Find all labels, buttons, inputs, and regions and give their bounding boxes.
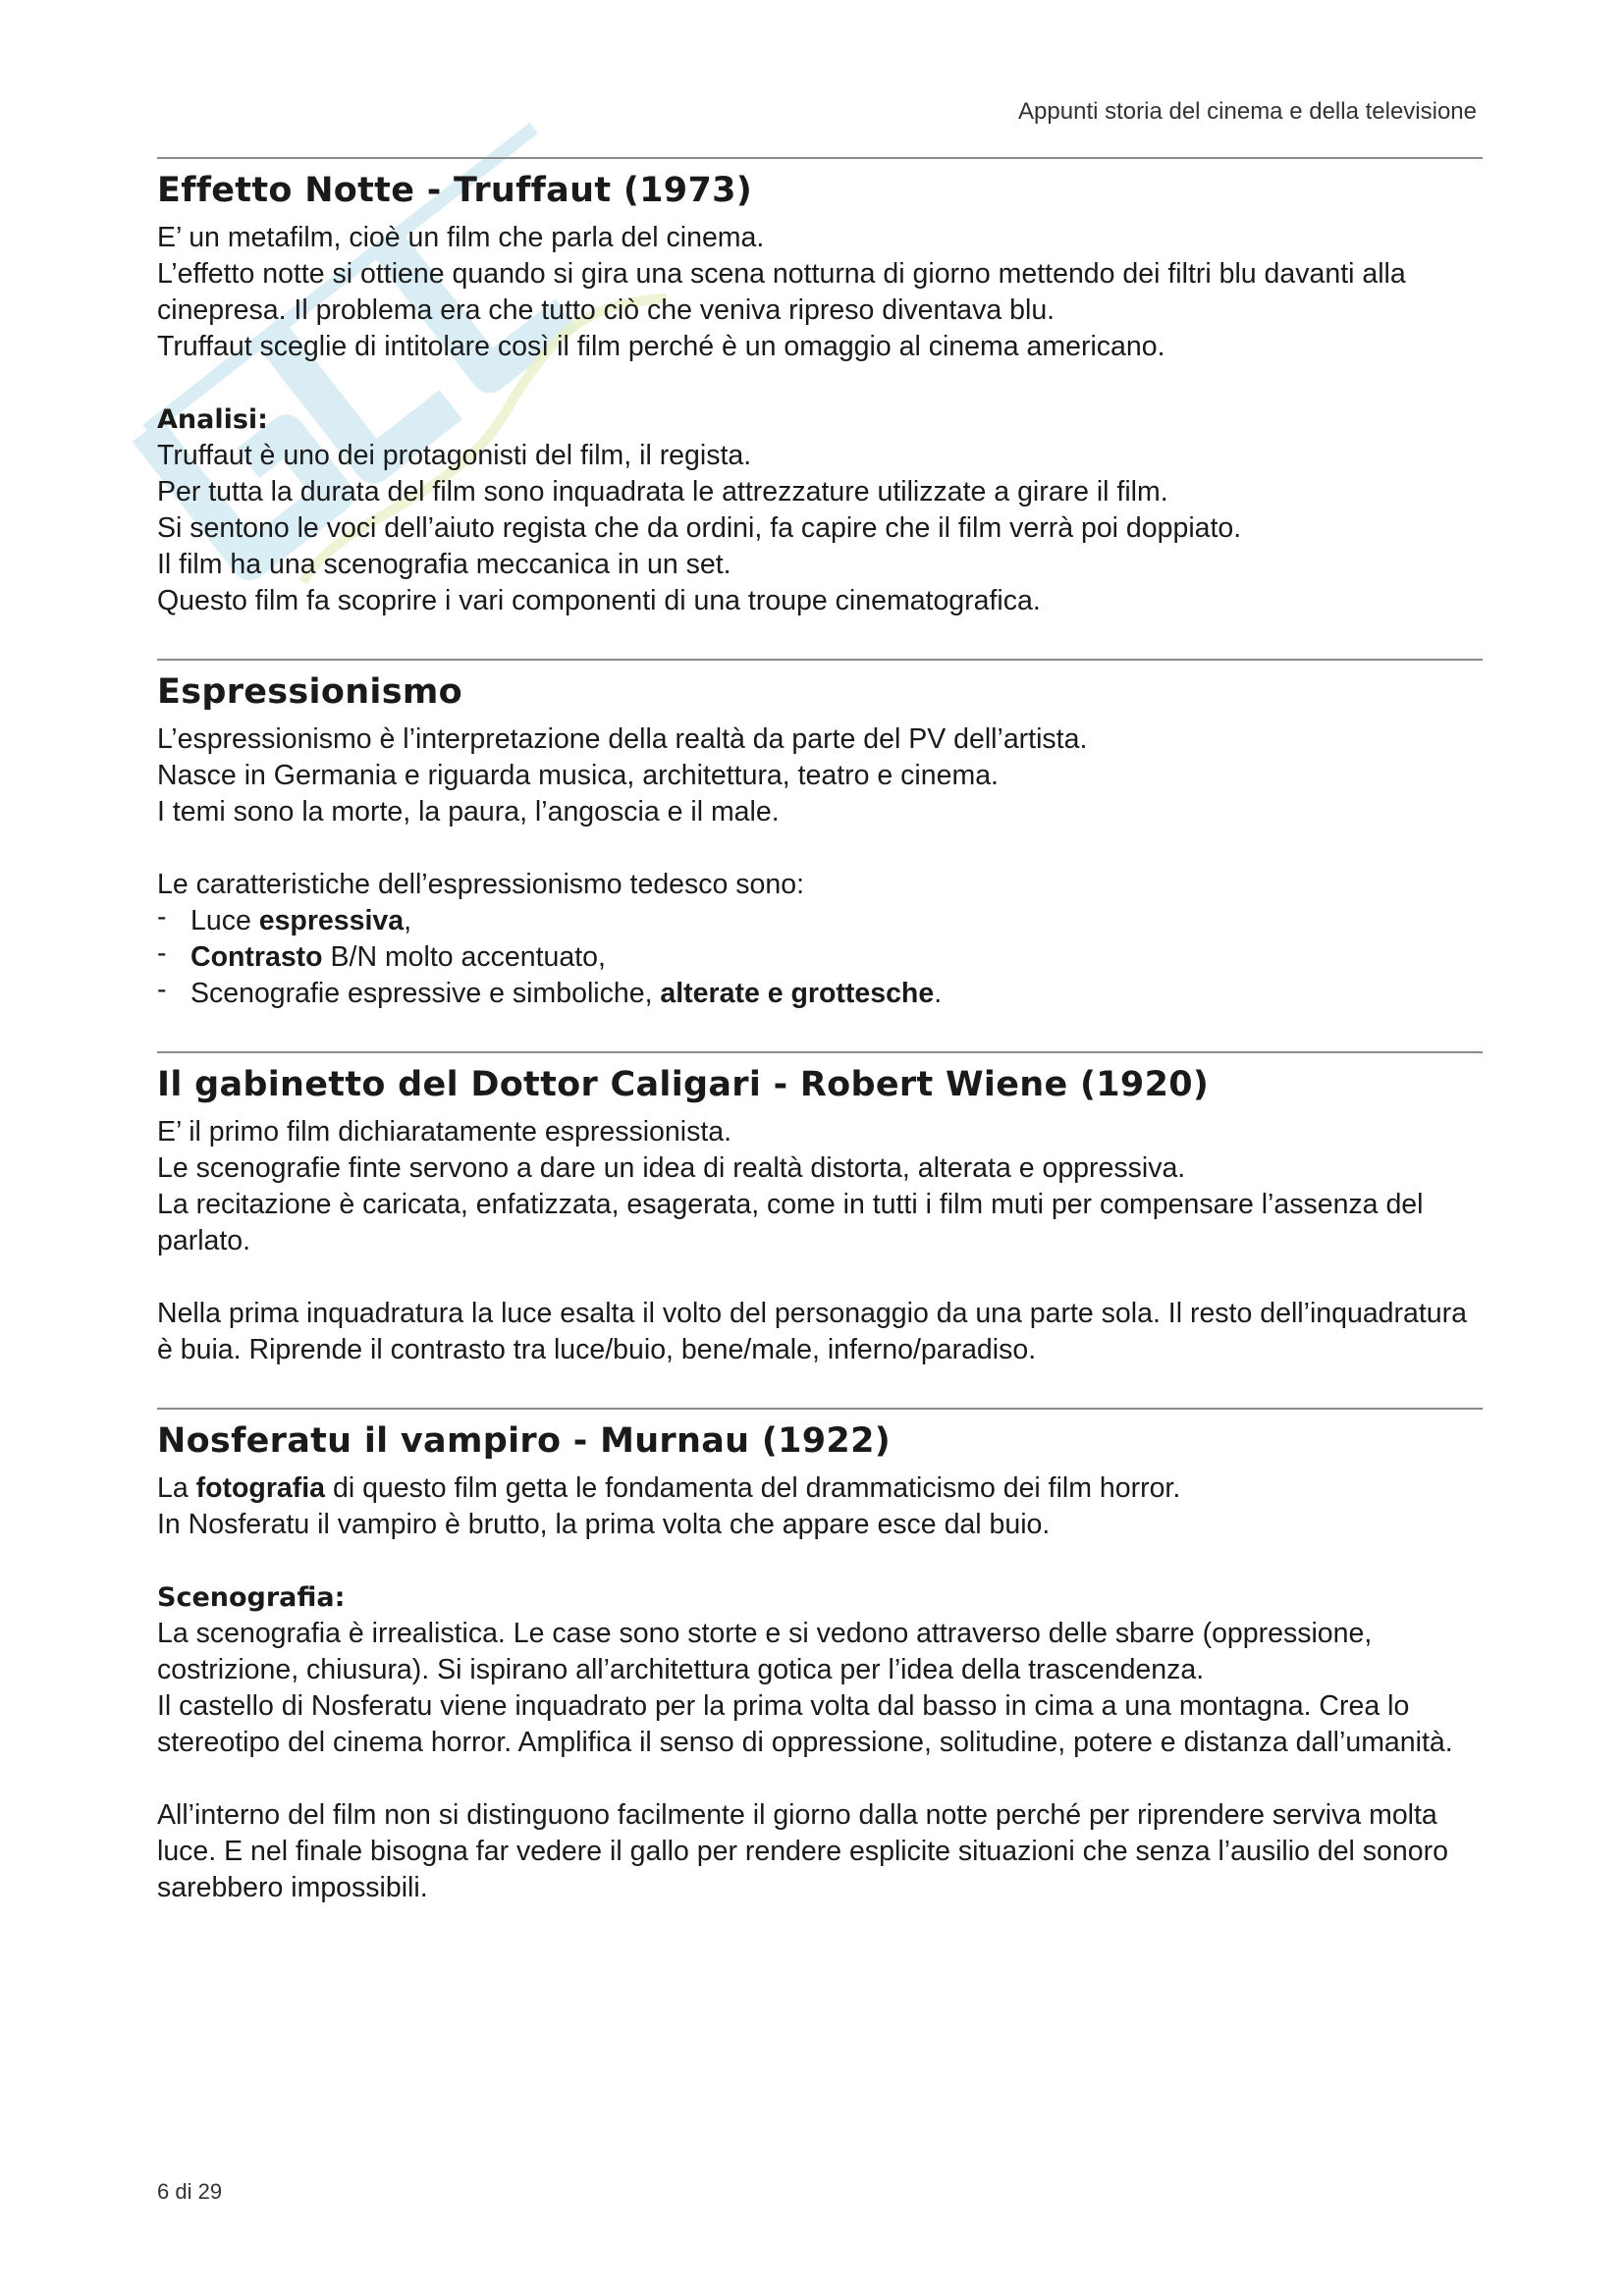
paragraph: Nasce in Germania e riguarda musica, architettura, teatro e cinema. xyxy=(157,760,999,791)
paragraph: All’interno del film non si distinguono facilmente il giorno dalla notte perché per riprendere serviva molta luce. E nel finale bisogna far vedere il gallo per rendere esplicite situazioni che senza l’ausilio del sonoro sarebbero impossibili. xyxy=(157,1799,1448,1903)
paragraph: Truffaut sceglie di intitolare così il film perché è un omaggio al cinema americano. xyxy=(157,331,1165,362)
section-divider xyxy=(157,1051,1483,1053)
paragraph: Il castello di Nosferatu viene inquadrato per la prima volta dal basso in cima a una montagna. Crea lo stereotipo del cinema horror. Amplifica il senso di oppressione, solitudine, potere e distanza dall’umanità. xyxy=(157,1690,1453,1758)
paragraph: Le scenografie finte servono a dare un idea di realtà distorta, alterata e oppressiva. xyxy=(157,1152,1186,1184)
list-item: - Luce espressiva, xyxy=(157,903,1483,939)
subheading-analisi: Analisi: xyxy=(157,404,268,435)
paragraph: I temi sono la morte, la paura, l’angoscia e il male. xyxy=(157,796,780,828)
section-caligari xyxy=(157,1065,1483,1368)
section-divider xyxy=(157,157,1483,159)
section-divider xyxy=(157,659,1483,661)
subheading-scenografia: Scenografia: xyxy=(157,1582,346,1613)
section-effetto-notte xyxy=(157,171,1483,619)
paragraph: La fotografia di questo film getta le fondamenta del drammaticismo dei film horror. xyxy=(157,1472,1181,1504)
list-item: - Scenografie espressive e simboliche, alterate e grottesche. xyxy=(157,976,1483,1012)
paragraph: Il film ha una scenografia meccanica in un set. xyxy=(157,549,731,580)
section-divider xyxy=(157,1408,1483,1410)
paragraph: La scenografia è irrealistica. Le case sono storte e si vedono attraverso delle sbarre (oppressione, costrizione, chiusura). Si ispirano all’architettura gotica per l’idea della trascendenza. xyxy=(157,1618,1373,1685)
page-body xyxy=(157,157,1483,1906)
section-title: Effetto Notte - Truffaut (1973) xyxy=(157,171,753,210)
running-header: Appunti storia del cinema e della televisione xyxy=(1018,98,1477,125)
paragraph: L’effetto notte si ottiene quando si gira una scena notturna di giorno mettendo dei filtri blu davanti alla cinepresa. Il problema era che tutto ciò che veniva ripreso diventava blu. xyxy=(157,258,1406,326)
list-intro: Le caratteristiche dell’espressionismo tedesco sono: xyxy=(157,869,805,900)
page-number: 6 di 29 xyxy=(157,2179,223,2204)
paragraph: Per tutta la durata del film sono inquadrata le attrezzature utilizzate a girare il film. xyxy=(157,476,1168,507)
section-espressionismo xyxy=(157,672,1483,1012)
section-title: Espressionismo xyxy=(157,672,462,712)
paragraph: Si sentono le voci dell’aiuto regista che da ordini, fa capire che il film verrà poi doppiato. xyxy=(157,512,1242,544)
paragraph: E’ il primo film dichiaratamente espressionista. xyxy=(157,1116,732,1148)
section-nosferatu xyxy=(157,1421,1483,1906)
list-item: - Contrasto B/N molto accentuato, xyxy=(157,939,1483,976)
section-title: Nosferatu il vampiro - Murnau (1922) xyxy=(157,1421,892,1461)
section-title: Il gabinetto del Dottor Caligari - Robert Wiene (1920) xyxy=(157,1065,1210,1104)
paragraph: Truffaut è uno dei protagonisti del film, il regista. xyxy=(157,440,752,471)
paragraph: In Nosferatu il vampiro è brutto, la prima volta che appare esce dal buio. xyxy=(157,1509,1051,1540)
paragraph: Questo film fa scoprire i vari componenti di una troupe cinematografica. xyxy=(157,585,1041,616)
paragraph: Nella prima inquadratura la luce esalta il volto del personaggio da una parte sola. Il resto dell’inquadratura è buia. Riprende il contrasto tra luce/buio, bene/male, inferno/paradiso. xyxy=(157,1298,1467,1365)
paragraph: La recitazione è caricata, enfatizzata, esagerata, come in tutti i film muti per compensare l’assenza del parlato. xyxy=(157,1189,1424,1256)
paragraph: E’ un metafilm, cioè un film che parla del cinema. xyxy=(157,222,765,253)
characteristics-list xyxy=(157,903,1483,1012)
paragraph: L’espressionismo è l’interpretazione della realtà da parte del PV dell’artista. xyxy=(157,723,1088,755)
